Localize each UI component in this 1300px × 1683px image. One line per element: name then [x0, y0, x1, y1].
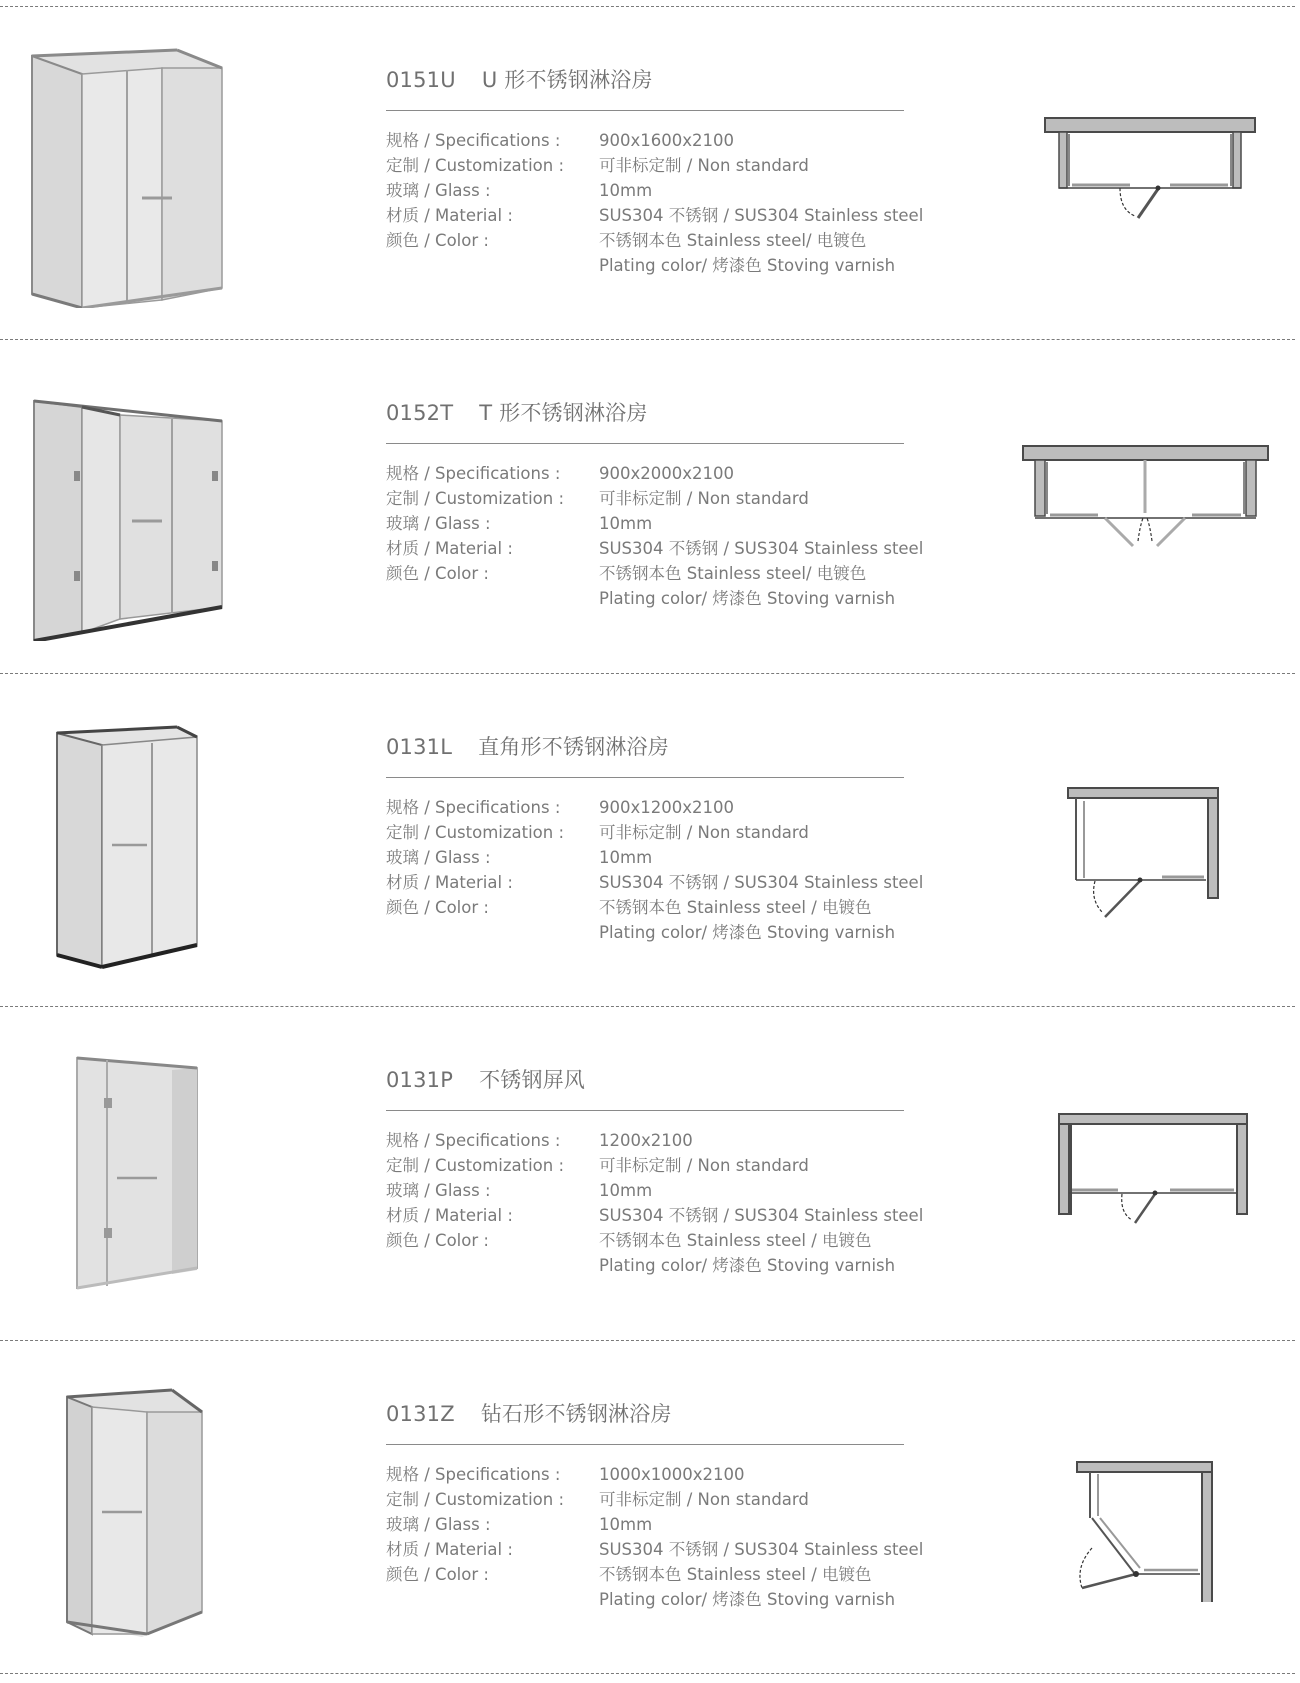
spec-value: 10mm — [599, 1181, 653, 1200]
product-name: T 形不锈钢淋浴房 — [479, 401, 648, 425]
title-rule — [386, 110, 904, 111]
floor-plan-diagram — [1010, 1402, 1270, 1602]
spec-row — [386, 1228, 906, 1253]
title-rule — [386, 1110, 904, 1111]
spec-value: Plating color/ 烤漆色 Stoving varnish — [599, 1590, 896, 1609]
product-title — [386, 64, 653, 94]
product-title — [386, 1064, 585, 1094]
floor-plan-diagram — [1010, 735, 1270, 935]
spec-row — [386, 1253, 906, 1278]
divider — [0, 6, 1295, 7]
spec-row — [386, 536, 924, 561]
spec-row — [386, 795, 906, 820]
spec-row — [386, 203, 924, 228]
spec-row — [386, 1462, 906, 1487]
spec-value: 1200x2100 — [599, 1131, 693, 1150]
spec-row — [386, 461, 906, 486]
spec-label: 颜色 / Color : — [386, 564, 489, 583]
spec-label: 颜色 / Color : — [386, 898, 489, 917]
spec-label: 材质 / Material : — [386, 206, 513, 225]
model-number: 0152T — [386, 401, 454, 425]
spec-value: 10mm — [599, 514, 653, 533]
spec-value: 900x1600x2100 — [599, 131, 735, 150]
spec-label: 玻璃 / Glass : — [386, 1515, 491, 1534]
spec-value: 可非标定制 / Non standard — [599, 489, 809, 508]
product-name: 钻石形不锈钢淋浴房 — [480, 1402, 672, 1426]
spec-table — [386, 795, 924, 945]
spec-label: 定制 / Customization : — [386, 823, 565, 842]
spec-label: 规格 / Specifications : — [386, 798, 561, 817]
product-photo-screen — [22, 1038, 232, 1308]
product-0131Z — [0, 1342, 1300, 1674]
spec-row — [386, 561, 906, 586]
spec-value: 10mm — [599, 181, 653, 200]
spec-value: SUS304 不锈钢 / SUS304 Stainless steel — [599, 206, 924, 225]
spec-row — [386, 128, 906, 153]
model-number: 0131Z — [386, 1402, 455, 1426]
divider — [0, 673, 1295, 674]
spec-value: 可非标定制 / Non standard — [599, 823, 809, 842]
product-0131L — [0, 675, 1300, 1007]
spec-row — [386, 1487, 906, 1512]
spec-row — [386, 1537, 924, 1562]
product-name: U 形不锈钢淋浴房 — [481, 68, 653, 92]
spec-value: 900x1200x2100 — [599, 798, 735, 817]
spec-row — [386, 1562, 906, 1587]
spec-value: Plating color/ 烤漆色 Stoving varnish — [599, 1256, 896, 1275]
spec-row — [386, 1178, 906, 1203]
product-photo-u-shape — [22, 38, 232, 308]
spec-value: Plating color/ 烤漆色 Stoving varnish — [599, 589, 896, 608]
model-number: 0131L — [386, 735, 453, 759]
divider — [0, 1340, 1295, 1341]
spec-label: 颜色 / Color : — [386, 231, 489, 250]
spec-row — [386, 1128, 906, 1153]
spec-label: 规格 / Specifications : — [386, 1131, 561, 1150]
spec-value: 可非标定制 / Non standard — [599, 1490, 809, 1509]
product-title — [386, 1398, 672, 1428]
spec-label: 玻璃 / Glass : — [386, 514, 491, 533]
spec-row — [386, 870, 924, 895]
spec-table — [386, 1462, 924, 1612]
spec-value: Plating color/ 烤漆色 Stoving varnish — [599, 256, 896, 275]
product-photo-t-shape — [22, 371, 232, 641]
spec-value: 10mm — [599, 1515, 653, 1534]
spec-label — [386, 586, 599, 611]
model-number: 0151U — [386, 68, 456, 92]
spec-row — [386, 895, 906, 920]
spec-label: 颜色 / Color : — [386, 1565, 489, 1584]
title-rule — [386, 1444, 904, 1445]
spec-label — [386, 1587, 599, 1612]
spec-row — [386, 486, 906, 511]
floor-plan-diagram — [1010, 68, 1270, 268]
spec-table — [386, 128, 924, 278]
product-0152T — [0, 341, 1300, 673]
floor-plan-diagram — [1010, 1068, 1270, 1268]
spec-row — [386, 1203, 924, 1228]
spec-table — [386, 461, 924, 611]
spec-row — [386, 586, 906, 611]
spec-table — [386, 1128, 924, 1278]
spec-value: 10mm — [599, 848, 653, 867]
spec-value: 不锈钢本色 Stainless steel / 电镀色 — [599, 1565, 872, 1584]
spec-label: 材质 / Material : — [386, 539, 513, 558]
spec-label — [386, 253, 599, 278]
spec-row — [386, 228, 906, 253]
spec-label: 材质 / Material : — [386, 1540, 513, 1559]
product-name: 直角形不锈钢淋浴房 — [478, 735, 669, 759]
spec-row — [386, 253, 906, 278]
spec-label: 材质 / Material : — [386, 1206, 513, 1225]
spec-label: 定制 / Customization : — [386, 1156, 565, 1175]
spec-value: 不锈钢本色 Stainless steel / 电镀色 — [599, 898, 872, 917]
spec-row — [386, 1587, 906, 1612]
product-title — [386, 731, 669, 761]
product-0131P — [0, 1008, 1300, 1340]
product-photo-diamond — [22, 1372, 232, 1642]
spec-value: 不锈钢本色 Stainless steel / 电镀色 — [599, 1231, 872, 1250]
floor-plan-diagram — [1010, 401, 1270, 601]
spec-value: SUS304 不锈钢 / SUS304 Stainless steel — [599, 873, 924, 892]
spec-row — [386, 845, 906, 870]
spec-label: 定制 / Customization : — [386, 1490, 565, 1509]
spec-row — [386, 1512, 906, 1537]
spec-row — [386, 820, 906, 845]
spec-row — [386, 178, 906, 203]
model-number: 0131P — [386, 1068, 454, 1092]
spec-value: 可非标定制 / Non standard — [599, 1156, 809, 1175]
spec-value: 不锈钢本色 Stainless steel/ 电镀色 — [599, 564, 867, 583]
spec-label — [386, 920, 599, 945]
spec-label: 颜色 / Color : — [386, 1231, 489, 1250]
title-rule — [386, 777, 904, 778]
spec-value: SUS304 不锈钢 / SUS304 Stainless steel — [599, 1206, 924, 1225]
spec-value: 1000x1000x2100 — [599, 1465, 745, 1484]
spec-label: 材质 / Material : — [386, 873, 513, 892]
spec-row — [386, 1153, 906, 1178]
spec-label: 规格 / Specifications : — [386, 464, 561, 483]
spec-label — [386, 1253, 599, 1278]
spec-row — [386, 920, 906, 945]
product-name: 不锈钢屏风 — [479, 1068, 586, 1092]
spec-label: 玻璃 / Glass : — [386, 848, 491, 867]
product-title — [386, 397, 648, 427]
spec-value: 900x2000x2100 — [599, 464, 735, 483]
spec-label: 玻璃 / Glass : — [386, 1181, 491, 1200]
spec-value: Plating color/ 烤漆色 Stoving varnish — [599, 923, 896, 942]
spec-label: 定制 / Customization : — [386, 489, 565, 508]
spec-label: 规格 / Specifications : — [386, 1465, 561, 1484]
product-photo-right-angle — [22, 705, 232, 975]
spec-row — [386, 153, 906, 178]
spec-value: 不锈钢本色 Stainless steel/ 电镀色 — [599, 231, 867, 250]
spec-row — [386, 511, 906, 536]
spec-label: 玻璃 / Glass : — [386, 181, 491, 200]
spec-value: 可非标定制 / Non standard — [599, 156, 809, 175]
spec-label: 定制 / Customization : — [386, 156, 565, 175]
spec-value: SUS304 不锈钢 / SUS304 Stainless steel — [599, 1540, 924, 1559]
title-rule — [386, 443, 904, 444]
spec-value: SUS304 不锈钢 / SUS304 Stainless steel — [599, 539, 924, 558]
product-0151U — [0, 8, 1300, 340]
spec-label: 规格 / Specifications : — [386, 131, 561, 150]
